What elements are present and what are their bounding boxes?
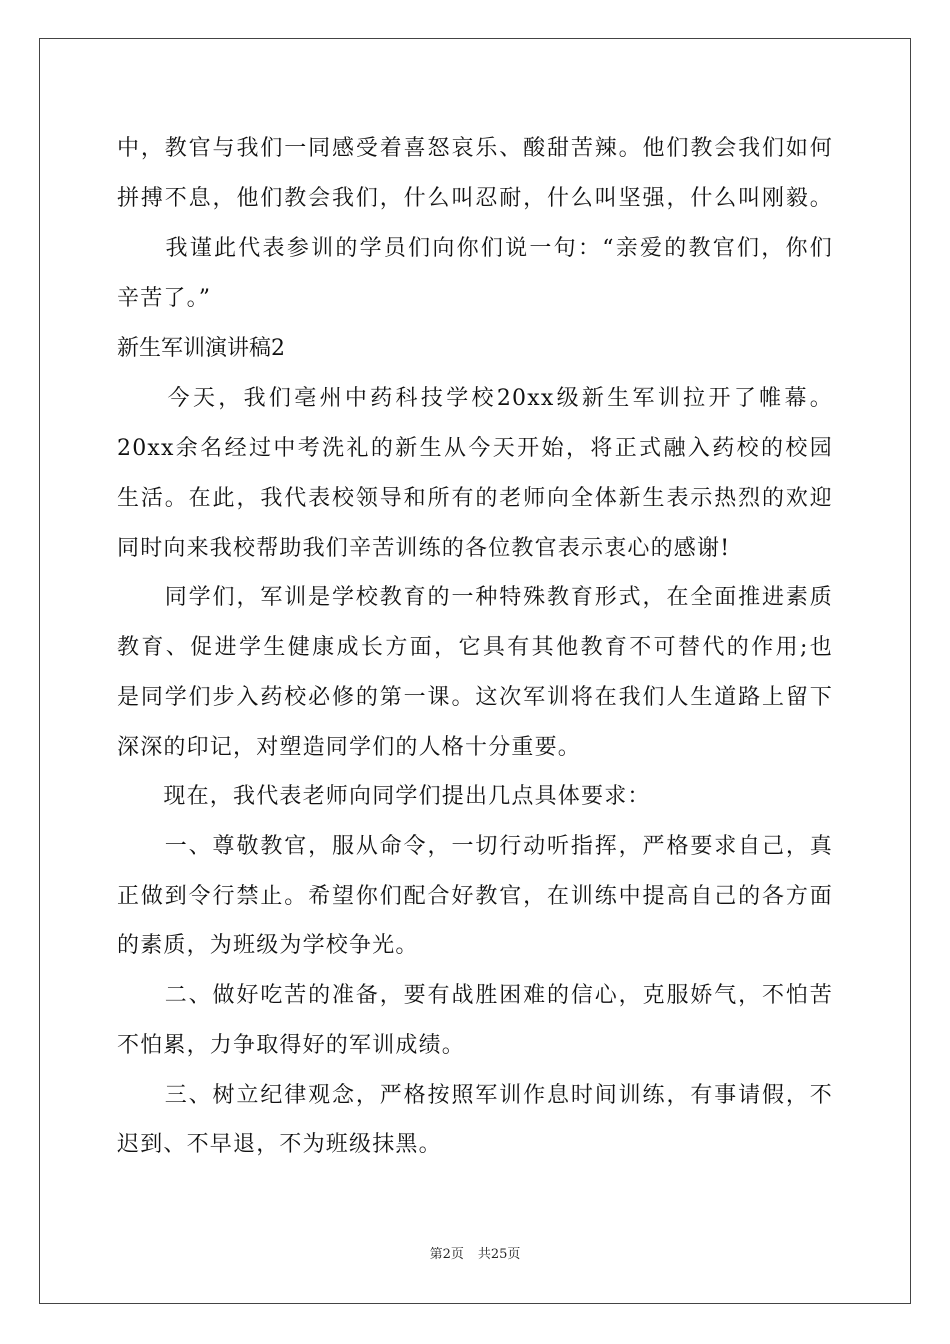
text-line: 不怕累，力争取得好的军训成绩。 (117, 1033, 466, 1058)
text-line: 同时向来我校帮助我们辛苦训练的各位教官表示衷心的感谢! (117, 536, 731, 561)
text-line: 20xx余名经过中考洗礼的新生从今天开始，将正式融入药校的校园 (117, 436, 833, 461)
text-line: 同学们，军训是学校教育的一种特殊教育形式，在全面推进素质 (117, 585, 833, 610)
text-line: 三、树立纪律观念，严格按照军训作息时间训练，有事请假，不 (117, 1083, 833, 1108)
text-line: 深深的印记，对塑造同学们的人格十分重要。 (117, 735, 582, 760)
page-total: 共25页 (477, 1247, 521, 1262)
page-number: 第2页 (429, 1247, 464, 1262)
text-line: 一、尊敬教官，服从命令，一切行动听指挥，严格要求自己，真 (117, 834, 833, 859)
text-line: 迟到、不早退，不为班级抹黑。 (117, 1132, 442, 1157)
text-line: 我谨此代表参训的学员们向你们说一句：“亲爱的教官们，你们 (117, 236, 833, 261)
text-line: 的素质，为班级为学校争光。 (117, 933, 419, 958)
text-line: 中，教官与我们一同感受着喜怒哀乐、酸甜苦辣。他们教会我们如何 (117, 136, 833, 161)
text-line: 二、做好吃苦的准备，要有战胜困难的信心，克服娇气，不怕苦 (117, 983, 833, 1008)
text-line: 正做到令行禁止。希望你们配合好教官，在训练中提高自己的各方面 (117, 884, 833, 909)
text-line: 生活。在此，我代表校领导和所有的老师向全体新生表示热烈的欢迎 (117, 486, 833, 511)
text-line: 今天，我们亳州中药科技学校20xx级新生军训拉开了帷幕。 (117, 386, 833, 411)
text-line: 是同学们步入药校必修的第一课。这次军训将在我们人生道路上留下 (117, 685, 833, 710)
page-footer (0, 1246, 950, 1264)
text-line: 拼搏不息，他们教会我们，什么叫忍耐，什么叫坚强，什么叫刚毅。 (117, 186, 833, 211)
page-border (39, 38, 911, 1304)
section-heading: 新生军训演讲稿2 (117, 336, 285, 361)
text-line: 教育、促进学生健康成长方面，它具有其他教育不可替代的作用;也 (117, 635, 833, 660)
text-line: 辛苦了。” (117, 286, 212, 311)
text-line: 现在，我代表老师向同学们提出几点具体要求： (117, 784, 651, 809)
